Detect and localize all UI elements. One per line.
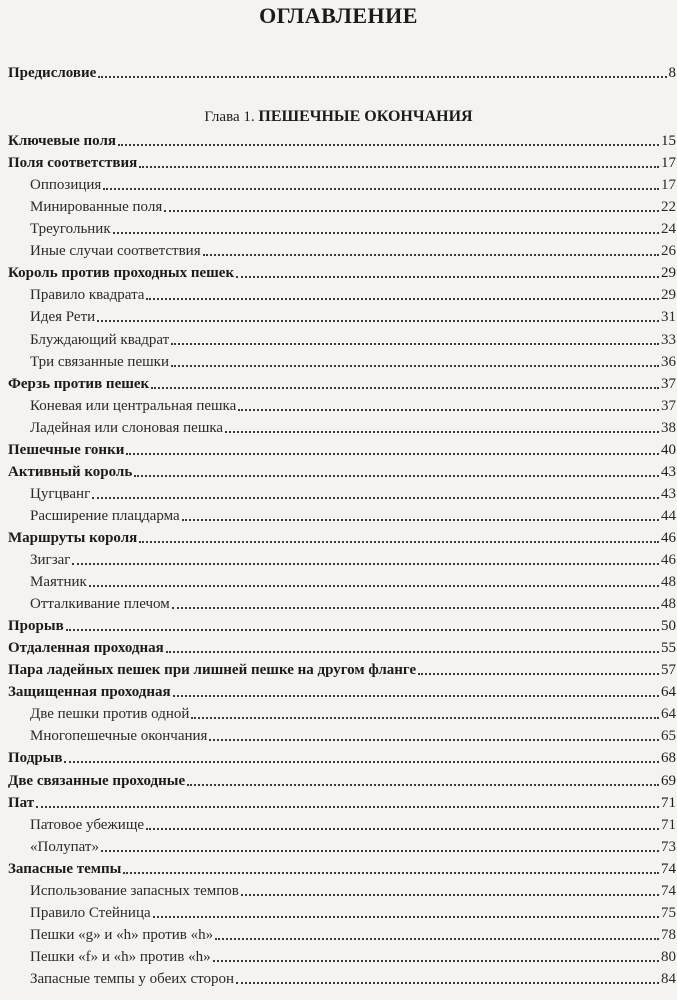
toc-entry-page: 15 bbox=[661, 133, 676, 149]
toc-entry[interactable] bbox=[30, 946, 676, 966]
toc-entry-label: Отдаленная проходная bbox=[8, 640, 164, 657]
toc-entry-label: Идея Рети bbox=[30, 309, 96, 326]
toc-entry-label: Король против проходных пешек bbox=[8, 265, 235, 282]
toc-entry-page: 73 bbox=[661, 838, 676, 855]
toc-entry-label: Пат bbox=[8, 794, 35, 811]
dot-leader bbox=[153, 916, 659, 918]
dot-leader bbox=[225, 431, 659, 433]
toc-entry-page: 26 bbox=[661, 243, 676, 260]
toc-entry[interactable] bbox=[30, 483, 676, 503]
toc-entry-label: Две связанные проходные bbox=[8, 772, 186, 789]
toc-entry[interactable] bbox=[30, 968, 676, 988]
toc-entry-label: Отталкивание плечом bbox=[30, 596, 170, 612]
toc-entry[interactable] bbox=[8, 152, 676, 172]
dot-leader bbox=[182, 519, 659, 521]
toc-entry[interactable] bbox=[8, 461, 676, 481]
toc-entry-label: Правило квадрата bbox=[30, 287, 145, 304]
toc-entry[interactable] bbox=[30, 703, 676, 723]
dot-leader bbox=[236, 276, 659, 278]
toc-entry-page: 22 bbox=[661, 199, 676, 216]
toc-entry-page: 40 bbox=[661, 441, 676, 458]
toc-entry-preface[interactable] bbox=[8, 62, 676, 82]
chapter-prefix: Глава 1. bbox=[204, 109, 255, 125]
toc-entry-label: Патовое убежище bbox=[30, 816, 145, 833]
dot-leader bbox=[134, 475, 659, 477]
toc-entry-page: 68 bbox=[661, 750, 676, 767]
chapter-heading bbox=[0, 108, 677, 126]
toc-entry[interactable] bbox=[30, 240, 676, 260]
toc-entry-label: Правило Стейница bbox=[30, 904, 151, 921]
dot-leader bbox=[166, 651, 659, 653]
toc-entry-label: Зигзаг bbox=[30, 552, 71, 568]
dot-leader bbox=[146, 298, 659, 300]
toc-entry[interactable] bbox=[30, 814, 676, 834]
toc-entry[interactable] bbox=[8, 373, 676, 393]
toc-entry[interactable] bbox=[30, 218, 676, 238]
toc-entry[interactable] bbox=[30, 174, 676, 194]
toc-entry-label: Запасные темпы bbox=[8, 860, 122, 877]
toc-entry-page: 29 bbox=[661, 265, 676, 282]
toc-entry-page: 44 bbox=[661, 507, 676, 524]
dot-leader bbox=[123, 872, 659, 874]
dot-leader bbox=[241, 894, 659, 896]
dot-leader bbox=[36, 806, 659, 808]
toc-entry-page: 37 bbox=[661, 397, 676, 414]
toc-entry-label: Защищенная проходная bbox=[8, 684, 171, 701]
toc-entry[interactable] bbox=[30, 593, 676, 613]
toc-entry-page: 46 bbox=[661, 552, 676, 568]
toc-entry[interactable] bbox=[8, 615, 676, 635]
dot-leader bbox=[418, 673, 659, 675]
dot-leader bbox=[171, 343, 659, 345]
toc-entry-page: 17 bbox=[661, 155, 676, 172]
toc-entry-label: Расширение плацдарма bbox=[30, 507, 180, 524]
toc-entry-label: Поля соответствия bbox=[8, 155, 138, 172]
toc-entry-page: 37 bbox=[661, 375, 676, 392]
toc-entry[interactable] bbox=[30, 329, 676, 349]
dot-leader bbox=[209, 739, 659, 741]
toc-entry-label: Иные случаи соответствия bbox=[30, 243, 201, 260]
toc-entry-label: Ключевые поля bbox=[8, 133, 116, 149]
toc-entry[interactable] bbox=[8, 747, 676, 767]
dot-leader bbox=[171, 365, 659, 367]
toc-entry-label: Минированные поля bbox=[30, 199, 163, 216]
dot-leader bbox=[126, 453, 659, 455]
toc-entry-page: 48 bbox=[661, 574, 676, 590]
toc-entry-label: Предисловие bbox=[8, 65, 97, 81]
toc-entry-page: 50 bbox=[661, 618, 676, 635]
toc-entry-page: 24 bbox=[661, 221, 676, 238]
toc-entry-label: Ферзь против пешек bbox=[8, 375, 150, 392]
toc-entry[interactable] bbox=[30, 549, 676, 569]
toc-entry[interactable] bbox=[30, 902, 676, 922]
toc-entry-page: 43 bbox=[661, 485, 676, 502]
toc-entry[interactable] bbox=[30, 306, 676, 326]
toc-entry-page: 57 bbox=[661, 662, 676, 679]
toc-entry-page: 8 bbox=[668, 65, 676, 81]
dot-leader bbox=[89, 585, 659, 587]
dot-leader bbox=[215, 938, 659, 940]
toc-entry-page: 74 bbox=[661, 882, 676, 899]
toc-entry-label: Две пешки против одной bbox=[30, 706, 190, 723]
toc-entry-label: Ладейная или слоновая пешка bbox=[30, 419, 224, 436]
dot-leader bbox=[98, 76, 666, 78]
dot-leader bbox=[151, 387, 659, 389]
toc-entry-page: 46 bbox=[661, 529, 676, 546]
toc-entry[interactable] bbox=[8, 637, 676, 657]
toc-entry-label: Блуждающий квадрат bbox=[30, 331, 170, 348]
toc-entry-label: Многопешечные окончания bbox=[30, 728, 208, 745]
dot-leader bbox=[203, 254, 659, 256]
toc-entry-label: Пешечные гонки bbox=[8, 441, 125, 458]
toc-entry-label: Подрыв bbox=[8, 750, 63, 767]
toc-entry-label: Оппозиция bbox=[30, 177, 102, 194]
toc-entry-label: Запасные темпы у обеих сторон bbox=[30, 970, 235, 987]
toc-entry-page: 80 bbox=[661, 948, 676, 965]
toc-entry[interactable] bbox=[30, 505, 676, 525]
toc-entry-page: 75 bbox=[661, 904, 676, 921]
toc-entry[interactable] bbox=[8, 659, 676, 679]
toc-entry[interactable] bbox=[30, 351, 676, 371]
toc-entry[interactable] bbox=[30, 725, 676, 745]
toc-entry-page: 69 bbox=[661, 772, 676, 789]
toc-entry[interactable] bbox=[30, 284, 676, 304]
toc-entry[interactable] bbox=[30, 417, 676, 437]
toc-entry-page: 29 bbox=[661, 287, 676, 304]
page-title: ОГЛАВЛЕНИЕ bbox=[259, 3, 418, 28]
dot-leader bbox=[213, 960, 659, 962]
toc-entry-page: 84 bbox=[661, 970, 676, 987]
toc-entry-page: 64 bbox=[661, 706, 676, 723]
toc-entry-label: Три связанные пешки bbox=[30, 353, 169, 370]
toc-entry-page: 74 bbox=[661, 860, 676, 877]
toc-entry-label: Цугцванг bbox=[30, 485, 91, 502]
dot-leader bbox=[66, 629, 659, 631]
toc-entry-page: 43 bbox=[661, 463, 676, 480]
toc-entry-label: Использование запасных темпов bbox=[30, 882, 239, 899]
dot-leader bbox=[146, 828, 659, 830]
dot-leader bbox=[64, 761, 659, 763]
toc-entry-page: 71 bbox=[661, 794, 676, 811]
toc-entry[interactable] bbox=[8, 858, 676, 878]
toc-entry-page: 64 bbox=[661, 684, 676, 701]
toc-entry-label: Маятник bbox=[30, 574, 87, 590]
toc-entry-page: 33 bbox=[661, 331, 676, 348]
toc-entry-label: Прорыв bbox=[8, 618, 64, 635]
chapter-title: ПЕШЕЧНЫЕ ОКОНЧАНИЯ bbox=[258, 108, 473, 125]
toc-entry-label: «Полупат» bbox=[30, 838, 99, 855]
toc-entry-label: Пара ладейных пешек при лишней пешке на другом фланге bbox=[8, 662, 417, 679]
dot-leader bbox=[236, 982, 659, 984]
toc-entry[interactable] bbox=[30, 196, 676, 216]
toc-entry-page: 31 bbox=[661, 309, 676, 326]
toc-entry-label: Пешки «g» и «h» против «h» bbox=[30, 926, 214, 943]
toc-entry[interactable] bbox=[8, 439, 676, 459]
dot-leader bbox=[118, 144, 659, 146]
dot-leader bbox=[172, 607, 659, 609]
toc-entry[interactable] bbox=[30, 924, 676, 944]
toc-entry[interactable] bbox=[8, 792, 676, 812]
toc-entry-page: 38 bbox=[661, 419, 676, 436]
toc-entry-label: Треугольник bbox=[30, 221, 111, 238]
dot-leader bbox=[139, 166, 659, 168]
toc-entry-label: Пешки «f» и «h» против «h» bbox=[30, 948, 211, 965]
dot-leader bbox=[191, 717, 659, 719]
dot-leader bbox=[139, 541, 659, 543]
toc-entry[interactable] bbox=[8, 681, 676, 701]
toc-entry[interactable] bbox=[8, 262, 676, 282]
dot-leader bbox=[164, 210, 659, 212]
dot-leader bbox=[187, 784, 659, 786]
dot-leader bbox=[103, 188, 659, 190]
toc-entry-label: Активный король bbox=[8, 463, 133, 480]
toc-entry-page: 65 bbox=[661, 728, 676, 745]
dot-leader bbox=[72, 563, 659, 565]
dot-leader bbox=[173, 695, 659, 697]
dot-leader bbox=[101, 850, 659, 852]
toc-entry[interactable] bbox=[8, 130, 676, 150]
toc-entry-page: 78 bbox=[661, 926, 676, 943]
toc-entry[interactable] bbox=[30, 836, 676, 856]
toc-entry-page: 17 bbox=[661, 177, 676, 194]
dot-leader bbox=[97, 320, 659, 322]
dot-leader bbox=[238, 409, 659, 411]
toc-entry-label: Маршруты короля bbox=[8, 529, 138, 546]
toc-entry-page: 71 bbox=[661, 816, 676, 833]
toc-entry-page: 36 bbox=[661, 353, 676, 370]
toc-entry[interactable] bbox=[30, 395, 676, 415]
toc-entry[interactable] bbox=[8, 770, 676, 790]
toc-entry-label: Коневая или центральная пешка bbox=[30, 397, 237, 414]
toc-entry-page: 48 bbox=[661, 596, 676, 612]
toc-entry[interactable] bbox=[30, 571, 676, 591]
dot-leader bbox=[92, 497, 659, 499]
toc-entry[interactable] bbox=[30, 880, 676, 900]
toc-entry[interactable] bbox=[8, 527, 676, 547]
toc-entry-page: 55 bbox=[661, 640, 676, 657]
dot-leader bbox=[113, 232, 659, 234]
